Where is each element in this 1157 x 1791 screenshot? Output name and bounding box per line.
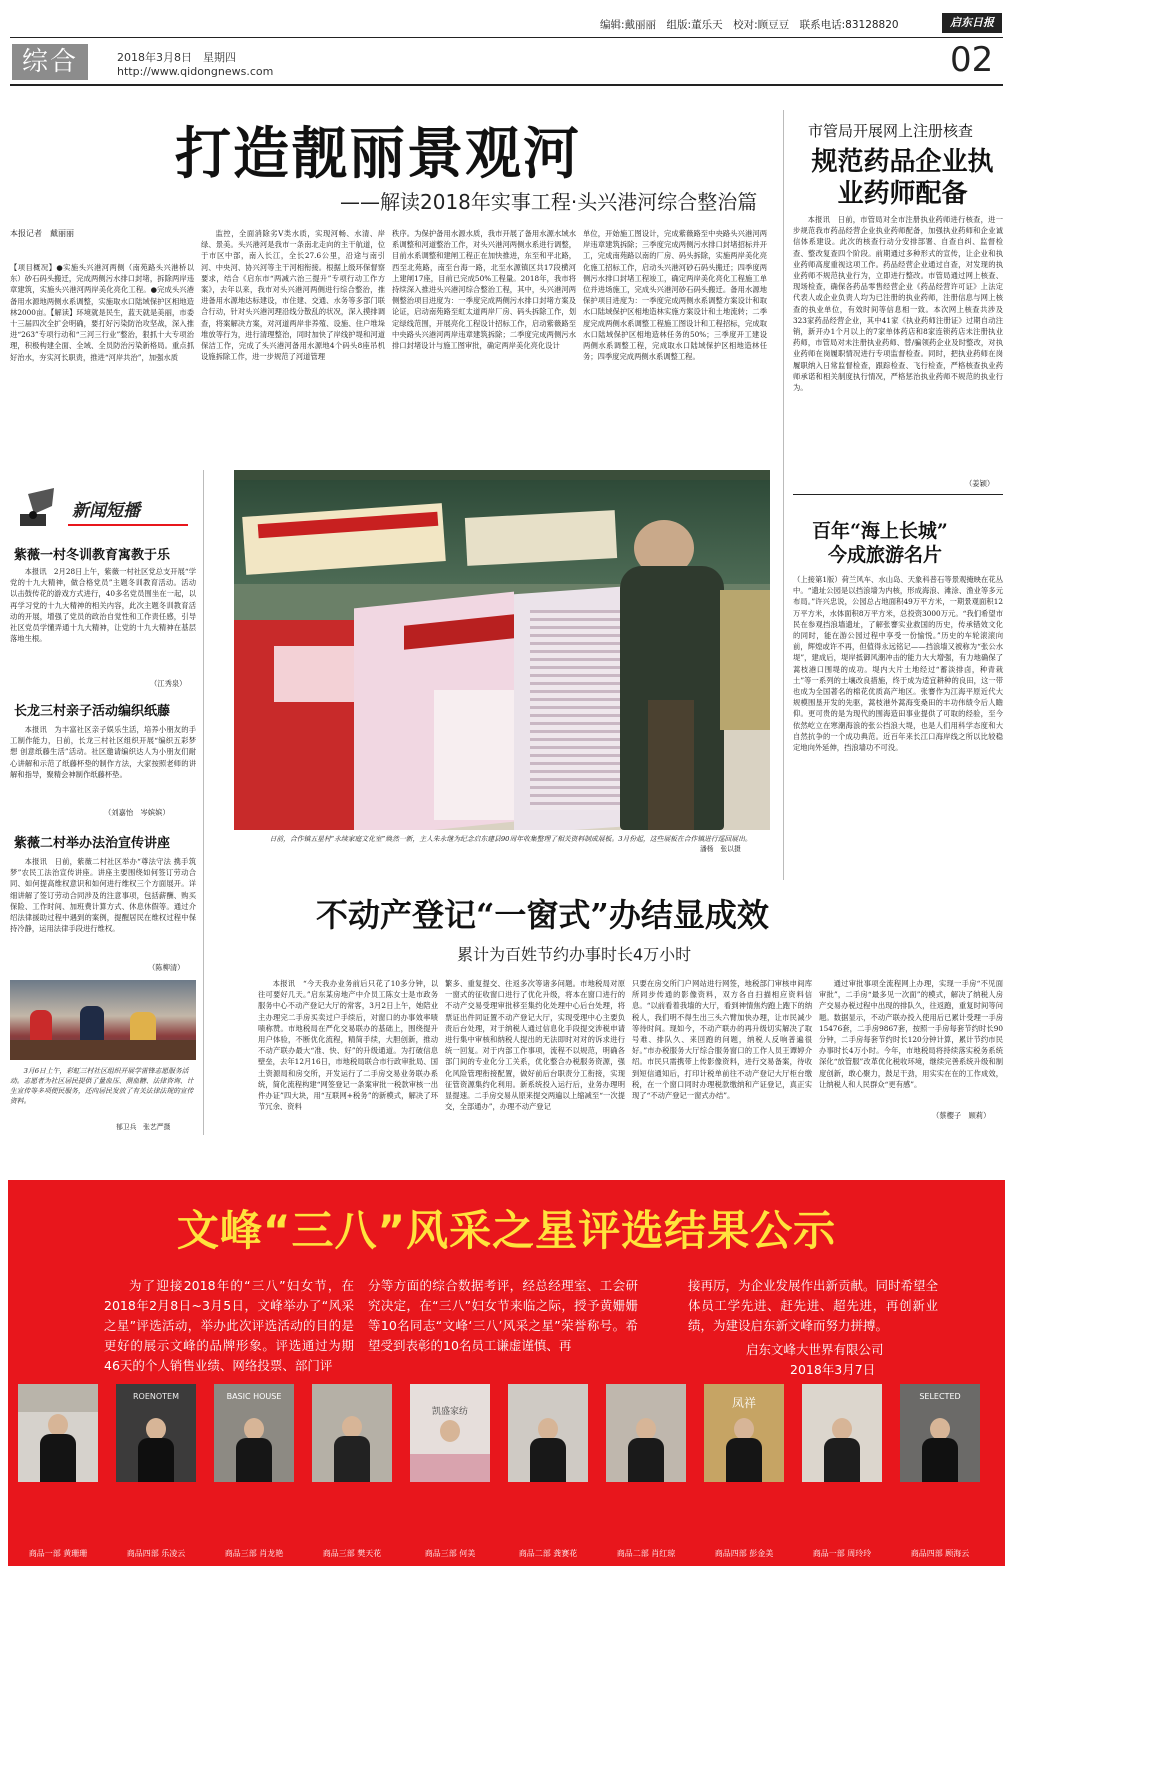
staff-caption-8 xyxy=(694,1548,794,1559)
header-rule-top xyxy=(10,37,1003,38)
ad-col-3-text: 接再厉，为企业发展作出新贡献。同时希望全体员工学先进、赶先进、超先进，再创新业绩，为建设启东新文峰而努力拼搏。 xyxy=(688,1278,938,1333)
tourism-title-1: 百年“海上长城” xyxy=(812,520,948,542)
right-author: （姜颖） xyxy=(965,479,995,488)
news-briefs-banner xyxy=(10,480,196,536)
staff-caption-9 xyxy=(792,1548,892,1559)
staff-photo-2-sign: ROENOTEM xyxy=(132,1392,180,1401)
right-body-text: 本报讯 日前，市管局对全市注册执业药师进行核查，进一步规范我市药品经营企业执业药师配备，加强执业药师和企业诚信体系建设。此次的核查行动分安排部署、自查自纠、监督检查、整改复查四个阶段。前期通过多种形式的宣传，让企业和执业药师高度重视这项工作。药品经营企业通过自查，对发现的执业药师不规范执业行为，立即进行整改。市管局通过网上核查、现场检查，确保各药品零售经营企业《药品经营许可证》上法定代表人或企业负责人均为已注册的执业药师，注册信息与网上核查的执业单位，有效时间等信息相一致。本次网上核查共涉及323家药品经营企业，其中41家《执业药师注册证》过期自动注销，新开办1个月以上的7家单体药店和8家连锁药店未注册执业药师，市管局对未注册执业药师、替/骗领药企业及时整改，对执业药师在岗履职情况进行专项监督检查。同时，把执业药师在岗履职纳入日常监督检查，跟踪检查、飞行检查，严格核查执业药师承诺和相关制度执行情况，严格惩治执业药师不规范的执业行为。 xyxy=(793,215,1003,393)
staff-caption-3 xyxy=(204,1548,304,1559)
staff-6-dept: 商品二部 xyxy=(518,1549,551,1558)
staff-7-dept: 商品二部 xyxy=(616,1549,649,1558)
masthead: 启东日报 xyxy=(942,13,1002,33)
header-rule-bottom xyxy=(10,84,1003,86)
main-title: 打造靓丽景观河 xyxy=(175,121,581,187)
staff-2-name: 乐凌云 xyxy=(161,1549,186,1558)
staff-photo-4 xyxy=(312,1384,392,1482)
staff-photo-10-sign: SELECTED xyxy=(919,1392,961,1401)
staff-photo-9 xyxy=(802,1384,882,1482)
column-divider-right xyxy=(783,110,784,880)
tourism-body xyxy=(793,574,1003,874)
main-col-2-text: 监控，全面消除劣Ⅴ类水质，实现河畅、水清、岸绿、景美。头兴港河是我市一条南北走向的主干航道，位于市区中部，南入长江，全长27.6公里，沿途与南引河、中央河、协兴河等主干河相衔接。根据上级环保督察要求，结合《启东市“两减六治三提升”专项行动工作方案》，去年以来，我市对头兴港河两侧进行综合整治，推进备用水源地达标建设，市住建、交通、水务等多部门联合行动，针对头兴港河理沿线分散乱的状况，深入摸排调查，将案解决方案，对河道两岸非养殖、设施、住户堆垛堆放等行为，进行清理整治，同时加快了岸线护堤和河道保洁工作，完成了头兴港河备用水源地4个码头8座吊机设施拆除工作，进一步规范了河道管理 xyxy=(201,229,385,362)
property-col-2-text: 繁多、重复提交、往返多次等诸多问题。市地税局对原一窗式的征收窗口进行了优化升级，将本在窗口进行的不动产交易受理审批移至集约化处理中心后台处理，将票证出件同证置不动产登记大厅，实现受理中心主要负责后台处理，对于纳税人通过信息化手段提交涉税申请进行集中审核和纳税人提出的无法即时对对的诉求进行统一回复。对于内部工作事项，流程不以规范，明确各部门间的专业化分工关系，优化整合办税服务资源，强化风险管理衔接配置，做好前后台职责分工衔接，实现征管资源集约化利用。新系统投入运行后，业务办理明显提速。二手房交易从原来提交两遍以上缩减至“一次提交，全部通办”，办理不动产登记 xyxy=(445,979,625,1112)
brief-2-text: 本报讯 为丰富社区亲子娱乐生活，培养小朋友的手工制作能力，日前，长龙三村社区组织开展“编织五彩梦想 创意纸藤生活”活动。社区邀请编织达人为小朋友们耐心讲解和示范了纸藤杯垫的制作方法，大家按照老师的讲解和指导，聚精会神制作纸藤杯垫。 xyxy=(10,725,196,779)
property-subtitle: 累计为百姓节约办事时长4万小时 xyxy=(457,945,692,964)
ad-banner xyxy=(8,1180,1005,1566)
staff-caption-4 xyxy=(302,1548,402,1559)
ad-title: 文峰“三八”风采之星评选结果公示 xyxy=(176,1206,837,1255)
site-url[interactable]: http://www.qidongnews.com xyxy=(117,65,274,78)
news-briefs-label: 新闻短播 xyxy=(72,501,140,521)
brief-3-title: 紫薇二村举办法治宣传讲座 xyxy=(14,836,171,851)
exhibition-photo xyxy=(234,470,770,830)
news-briefs-underline xyxy=(68,524,188,526)
brief-2-body xyxy=(10,724,196,802)
main-col-1-text: 【项目概况】●实施头兴港河两侧（南苑路头兴港桥以东）砂石码头搬迁，完成两侧污水排口封堵，拆除两岸违章建筑，实施头兴港河两岸美化亮化工程。●完成头兴港备用水源地两侧水系调整，实施取水口陆域保护区相地造林2000亩。【解读】环境就是民生，蓝天就是美丽，市委十三届四次全扩会明确，要打好污染防治攻坚战，深入推进“263”专项行动和“三河三行业”整治，狠抓十大专项治理，积极构建全面、全域、全员防治污染新格局。重点抓好治水，夯实河长职责，推进“河岸共治”，加强水质 xyxy=(10,263,194,362)
brief-1-title: 紫薇一村冬训教育寓教于乐 xyxy=(14,548,171,563)
staff-1-dept: 商品一部 xyxy=(28,1549,61,1558)
property-col-4 xyxy=(819,978,1003,1108)
main-subtitle: ——解读2018年实事工程·头兴港河综合整治篇 xyxy=(340,190,758,214)
ad-col-2 xyxy=(368,1276,638,1380)
gramophone-icon xyxy=(14,484,62,532)
volunteer-photo-credit: 郁卫兵 张艺严摄 xyxy=(116,1123,171,1131)
staff-3-dept: 商品三部 xyxy=(224,1549,257,1558)
right-title-text: 规范药品企业执业药师配备 xyxy=(811,147,994,209)
volunteer-photo-caption xyxy=(10,1066,196,1120)
column-divider-left xyxy=(203,470,204,1135)
staff-7-name: 肖红琼 xyxy=(651,1549,676,1558)
staff-photo-2 xyxy=(116,1384,196,1482)
staff-2-dept: 商品四部 xyxy=(126,1549,159,1558)
staff-10-name: 顾海云 xyxy=(945,1549,970,1558)
brief-1-body xyxy=(10,566,196,678)
brief-2-title: 长龙三村亲子活动编织纸藤 xyxy=(14,704,171,719)
property-col-4-text: 通过审批事项全流程网上办理，实现一手房“不见面审批”，二手房“最多见一次面”的模式，解决了纳税人房产交易办税过程中出现的排队久，往返跑，重复时间等问题。数据显示，不动产联办投入使用后已累计受理一手房15476套，二手房9867套，按照一手房每套节约时长90分钟，二手房每套节约时长120分钟计算，累计节约市民办事时长4万小时。今年，市地税局将持续落实税务系统深化“放管服”改革优化税收环境，继续完善系统升级和制度创新，敢心聚力，鼓足干劲，用实实在在的工作成效，让纳税人和人民群众“更有感”。 xyxy=(819,979,1003,1089)
main-col-4-text: 单位，开始施工图设计，完成紫薇路至中央路头兴港河两岸违章建筑拆除；三季度完成两侧污水排口封堵招标并开工，完成南苑路以南的厂房、码头拆除，实施两岸美化亮化施工招标工作，启动头兴港河砂石码头搬迁；四季度两侧污水排口封堵工程竣工，确定两岸美化亮化工程施工单位并进场施工，完成头兴港河砂石码头搬迁。备用水源地保护项目进度为：一季度完成两侧水系调整方案设计和取水口陆域保护区相地造林实施方案设计和土地流转；二季度完成两侧水系调整工程施工图设计和工程招标，完成取水口陆域保护区相地造林任务的50%；三季度开工建设两侧水系调整工程，完成取水口陆域保护区相地造林任务；四季度完成两侧水系调整工程。 xyxy=(583,229,767,362)
staff-photo-3 xyxy=(214,1384,294,1482)
ad-col-1-text: 为了迎接2018年的“三八”妇女节，在2018年2月8日~3月5日，文峰举办了“风采之星”评选活动，举办此次评选活动的目的是更好的展示文峰的品牌形象。评选通过为期46天的个人销售业绩、网络投票、部门评 xyxy=(104,1278,354,1373)
tourism-body-text: （上接第1版）荷兰风车、水山岛、天象科普石等景观掩映在花丛中。“遗址公园是以挡浪墙为内核，形成海浪、滩涂、渔业等多元布局。”许兴忠说，公园总占地面积49万平方米，一期景观面积12万平方米，水体面积8万平方米，总投资3000万元。“我们希望市民在参观挡浪墙遗址，了解张謇实业救国的历史，传承错效文化的同时，能在游公园过程中享受一份愉悦。”历史的车轮滚滚向前，辉煌或许不再，但值得永远铭记——挡浪墙又被称为“张公水堤”，建成后，堤岸抵御风潮冲击的能力大大增强，有力地确保了蒿枝港口围堤的成功。堤内大片土地经过“蓄淡排卤，种青栽土”等一系列的土壤改良措施，终于成为适宜耕种的良田，这一带也成为全国著名的棉花优质高产地区。张謇作为江海平原近代大规模围垦开发的先驱，蒿枝港外蒿海变桑田的丰功伟绩令后人瞻仰。更可贵的是为现代的围海造田事业提供了可取的经验，至今依然屹立在寒潮海浪的张公挡浪大堤，也是人们用科学态度和大自然抗争的一个成功典范。近百年来长江口海岸线之所以比较稳定地向外延伸，挡浪墙功不可没。 xyxy=(793,575,1003,753)
staff-8-name: 彭金美 xyxy=(749,1549,774,1558)
staff-photo-5 xyxy=(410,1384,490,1482)
property-title: 不动产登记“一窗式”办结显成效 xyxy=(316,896,769,934)
property-col-3-text: 只要在房交所门户网站进行网签，地税部门审核申间库所同步传通的影像资料，双方各自扫描相应资料信息。“以前看着我墙的大厅，看到神情焦灼跑上跑下的纳税人，我们明不得生出三头六臂加快办理，让市民减少等待时间。现如今，不动产联办的再升级切实解决了取号难、排队久、来回跑的问题，纳税人反响普遍很好。”市办税服务大厅综合服务窗口的工作人员王谭婷介绍。市民只需携带上传影像资料，进行交易备案，待收到短信通知后，打印计税单前往不动产登记大厅柜台缴税，在一个窗口同时办理税款缴纳和产证登记，真正实现了“不动产登记一窗式办结”。 xyxy=(632,979,812,1101)
ad-col-1 xyxy=(104,1276,354,1380)
staff-8-dept: 商品四部 xyxy=(714,1549,747,1558)
right-kicker: 市管局开展网上注册核查 xyxy=(808,122,974,140)
main-byline: 本报记者 戴丽丽 xyxy=(10,229,74,238)
property-author: （蔡樱子 顾莉） xyxy=(932,1111,991,1120)
right-rule xyxy=(793,494,1003,495)
main-col-4 xyxy=(583,228,767,440)
staff-4-name: 樊天花 xyxy=(357,1549,382,1558)
property-col-2 xyxy=(445,978,625,1124)
right-title xyxy=(800,146,1005,210)
main-col-1 xyxy=(10,262,194,438)
staff-5-name: 何美 xyxy=(459,1549,476,1558)
staff-1-name: 黄珊珊 xyxy=(63,1549,88,1558)
volunteer-photo xyxy=(10,980,196,1060)
ad-col-3 xyxy=(688,1276,938,1340)
property-col-1-text: 本报讯 “今天我办业务前后只花了10多分钟，以往可要好几天。”启东某房地产中介员工陈女士是市政务服务中心不动产登记大厅的常客，3月2日上午，她陪业主办理完二手房买卖过户手续后，对窗口的办事效率啧啧称赞。市地税局在严化交易联办的基础上，围绕提升用户体验，不断优化流程，精简手续，大胆创新，推动不动产联办最大“准、快、好”的升级通道。为打破信息壁垒，去年12月16日，市地税局联合市行政审批局、国土资源局和房交所，开发运行了二手房交易业务联办系统，简化流程构建“网签登记一条案审批一税款审核一出件办证”四大块，用“互联网+税务”的新模式，解决了环节冗余、资料 xyxy=(258,979,438,1112)
staff-caption-2 xyxy=(106,1548,206,1559)
staff-6-name: 龚赛花 xyxy=(553,1549,578,1558)
main-col-3 xyxy=(392,228,576,440)
right-body xyxy=(793,214,1003,484)
staff-photo-10 xyxy=(900,1384,980,1482)
staff-9-name: 周玲玲 xyxy=(847,1549,872,1558)
property-col-3 xyxy=(632,978,812,1124)
property-col-1 xyxy=(258,978,438,1124)
staff-5-dept: 商品三部 xyxy=(424,1549,457,1558)
exhibition-caption-text: 日前，合作镇五星村“永续家庭文化室”焕然一新，主人朱永继为纪念启东建县90周年收集整理了相关资料制成展板。3月份起，这些展板在合作镇进行巡回展出。 xyxy=(269,835,752,843)
brief-3-author: （陈柳清） xyxy=(148,963,185,972)
brief-2-author: （刘嘉怡 岑嫔嫔） xyxy=(104,808,170,817)
brief-3-body xyxy=(10,856,196,968)
staff-photo-6 xyxy=(508,1384,588,1482)
page-number: 02 xyxy=(950,40,994,80)
staff-photo-3-sign: BASIC HOUSE xyxy=(226,1392,282,1401)
staff-caption-6 xyxy=(498,1548,598,1559)
staff-caption-7 xyxy=(596,1548,696,1559)
ad-signature: 启东文峰大世界有限公司 xyxy=(746,1342,884,1357)
section-label: 综合 xyxy=(12,44,88,80)
staff-caption-10 xyxy=(890,1548,990,1559)
staff-9-dept: 商品一部 xyxy=(812,1549,845,1558)
issue-date: 2018年3月8日 星期四 xyxy=(117,51,236,64)
staff-4-dept: 商品三部 xyxy=(322,1549,355,1558)
tourism-title-2: 今成旅游名片 xyxy=(828,544,943,566)
staff-10-dept: 商品四部 xyxy=(910,1549,943,1558)
brief-1-text: 本报讯 2月28日上午，紫薇一村社区党总支开展“学党的十九大精神，做合格党员”主题冬训教育活动。活动以击鼓传花的游戏方式进行，40多名党员围坐在一起，以再学习党的十九大精神的相关内容，此次主题冬训教育活动的开展，增强了党员的政治自觉性和工作责任感，引导社区党员学懂弄通十九大精神，让党的十九大精神在基层落地生根。 xyxy=(10,567,196,644)
staff-photo-7 xyxy=(606,1384,686,1482)
volunteer-caption-text: 3月6日上午，彩虹三村社区组织开展学雷锋志愿服务活动。志愿者为社区居民提供了量血压、测血糖、法律咨询、计生宣传等多项便民服务，还向居民发放了有关法律法规的宣传资料。 xyxy=(10,1067,194,1105)
staff-photo-8-sign: 凤祥 xyxy=(731,1396,756,1410)
ad-signature-date: 2018年3月7日 xyxy=(790,1362,876,1377)
brief-3-text: 本报讯 日前，紫薇二村社区举办“尊法守法 携手筑梦”农民工法治宣传讲座。讲座主要围绕如何签订劳动合同、如何提高维权意识和如何进行维权三个方面展开。详细讲解了签订劳动合同涉及的注意事项，包括薪酬、购买保险、工作时间、加班费计算方式、休息休假等。通过介绍法律援助过程中遇到的案例，提醒居民在维权过程中保持冷静，运用法律手段进行维权。 xyxy=(10,857,196,934)
staff-caption-1 xyxy=(8,1548,108,1559)
staff-photo-1 xyxy=(18,1384,98,1482)
header-editors: 编辑:戴丽丽 组版:董乐天 校对:顾豆豆 联系电话:83128820 xyxy=(600,19,899,31)
brief-1-author: （江秀泉） xyxy=(150,679,187,688)
main-col-2 xyxy=(201,228,385,440)
staff-photo-5-sign: 凯盛家纺 xyxy=(431,1407,468,1417)
staff-caption-5 xyxy=(400,1548,500,1559)
main-col-3-text: 秩序。为保护备用水源水质，我市开展了备用水源水域水系调整和河道整治工作，对头兴港河两侧水系进行调整，目前水系调整和建闸工程正在加快推进，东至和平北路，西至北苑路，南至台海一路，北至水源镇区共17段横河上建闸17座，目前已完成50%工程量。2018年，我市将持续深入推进头兴港河综合整治工程，其中，头兴港河两侧整治项目进度为：一季度完成两侧污水排口封堵方案及论证，启动南苑路至虹太道两岸厂房、码头拆除工作，划定绿线范围，开展亮化工程设计招标工作，启动紫薇路至中央路头兴港河两岸违章建筑拆除；二季度完成两侧污水排口封堵设计与施工图审批，确定两岸美化亮化设计 xyxy=(392,229,576,351)
staff-photo-8 xyxy=(704,1384,784,1482)
exhibition-photo-credit: 潘杨 张以摄 xyxy=(700,845,741,853)
staff-3-name: 肖龙艳 xyxy=(259,1549,284,1558)
exhibition-photo-caption xyxy=(256,834,768,856)
ad-col-2-text: 分等方面的综合数据考评，经总经理室、工会研究决定，在“三八”妇女节来临之际，授予黄姗姗等10名同志“文峰‘三八’风采之星”荣誉称号。希望受到表彰的10名员工谦虚谨慎、再 xyxy=(368,1278,638,1353)
